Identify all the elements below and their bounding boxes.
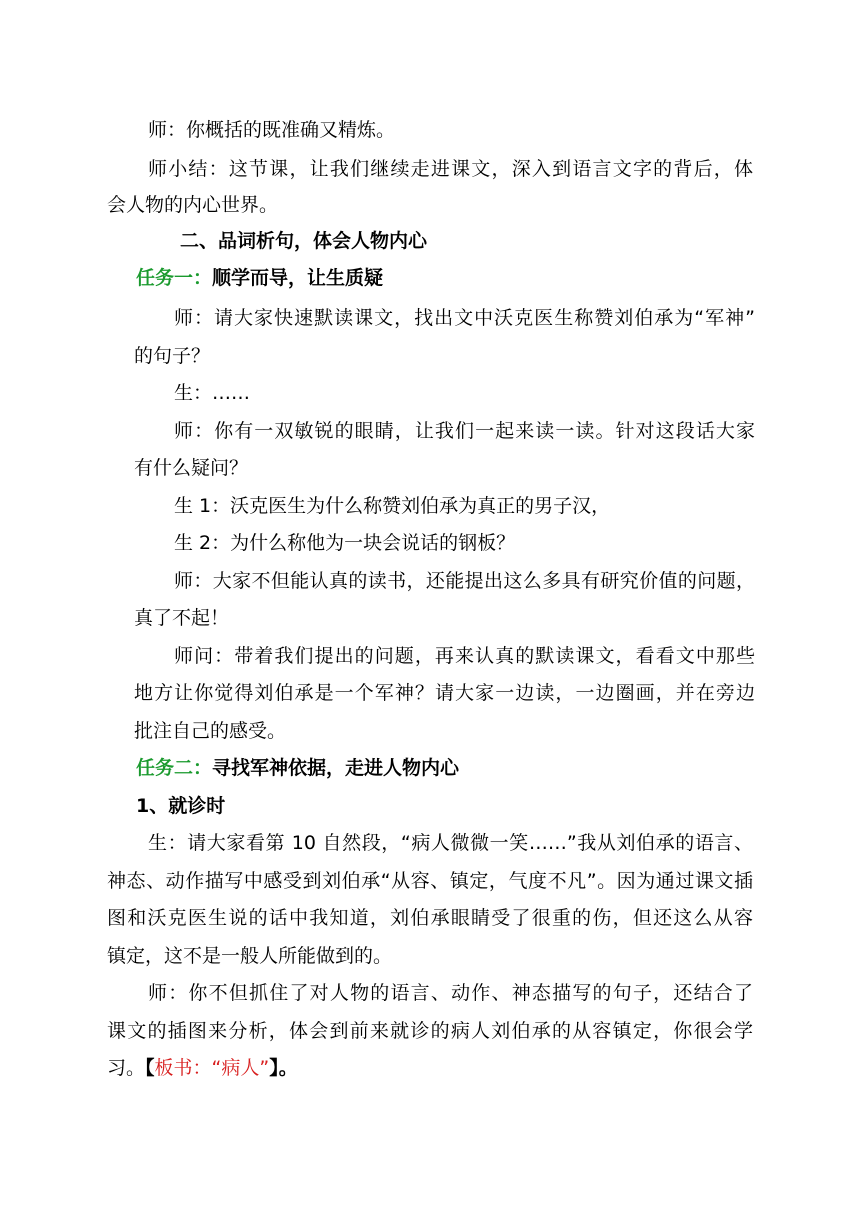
task-label: 任务二： [136, 757, 213, 779]
para-line: 师小结：这节课，让我们继续走进课文，深入到语言文字的背后，体 [148, 158, 753, 180]
para-line: 生 1：沃克医生为什么称赞刘伯承为真正的男子汉， [174, 495, 611, 517]
task-heading-2 [136, 755, 459, 781]
para-line: 神态、动作描写中感受到刘伯承“从容、镇定，气度不凡”。因为通过课文插 [107, 870, 753, 892]
bracket-open: 【 [145, 1057, 155, 1079]
text-run: 习。 [107, 1057, 146, 1079]
para-line [107, 1055, 298, 1081]
para-line: 会人物的内心世界。 [107, 194, 279, 216]
board-note: 板书：“病人” [154, 1057, 270, 1079]
task-title: 寻找军神依据，走进人物内心 [212, 757, 460, 779]
task-heading-1 [136, 265, 383, 291]
para-line: 生：…… [174, 382, 251, 404]
para-line: 批注自己的感受。 [134, 720, 287, 742]
para-line: 地方让你觉得刘伯承是一个军神？请大家一边读，一边圈画，并在旁边 [134, 682, 755, 704]
para-line: 师问：带着我们提出的问题，再来认真的默读课文，看看文中那些 [174, 645, 755, 667]
subsection-heading: 1、就诊时 [136, 795, 226, 817]
para-line: 生：请大家看第 10 自然段，“病人微微一笑……”我从刘伯承的语言、 [148, 832, 753, 854]
para-line: 师：你概括的既准确又精炼。 [148, 119, 396, 141]
para-line: 课文的插图来分析，体会到前来就诊的病人刘伯承的从容镇定，你很会学 [107, 1020, 753, 1042]
para-line: 图和沃克医生说的话中我知道，刘伯承眼睛受了很重的伤，但还这么从容 [107, 907, 753, 929]
para-line: 师：你有一双敏锐的眼睛，让我们一起来读一读。针对这段话大家 [174, 420, 755, 442]
para-line: 师：请大家快速默读课文，找出文中沃克医生称赞刘伯承为“军神” [174, 307, 755, 329]
para-line: 师：你不但抓住了对人物的语言、动作、神态描写的句子，还结合了 [148, 982, 753, 1004]
para-line: 师：大家不但能认真的读书，还能提出这么多具有研究价值的问题， [174, 570, 755, 592]
para-line: 镇定，这不是一般人所能做到的。 [107, 945, 393, 967]
para-line: 有什么疑问？ [134, 457, 249, 479]
section-heading: 二、品词析句，体会人物内心 [180, 230, 428, 252]
para-line: 的句子？ [134, 345, 211, 367]
task-title: 顺学而导，让生质疑 [212, 267, 384, 289]
task-label: 任务一： [136, 267, 213, 289]
para-line: 真了不起！ [134, 607, 230, 629]
para-line: 生 2：为什么称他为一块会说话的钢板？ [174, 532, 516, 554]
bracket-close: 】。 [269, 1057, 298, 1079]
